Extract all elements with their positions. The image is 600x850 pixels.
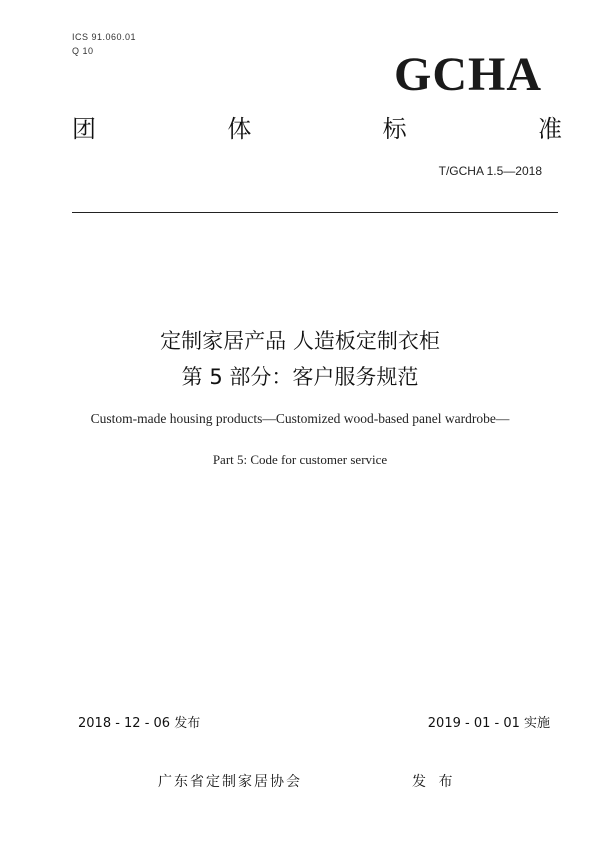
issue-label: 发 布 <box>412 774 457 790</box>
gcha-logo: GCHA <box>394 48 542 101</box>
standard-type-char: 准 <box>537 115 562 143</box>
ccs-code: Q 10 <box>72 46 94 56</box>
publish-date: 2018 - 12 - 06 发布 <box>78 716 201 731</box>
title-en-line2: Part 5: Code for customer service <box>212 452 388 467</box>
issuer-name: 广东省定制家居协会 <box>158 774 302 790</box>
title-zh-line1: 定制家居产品 人造板定制衣柜 <box>160 329 440 353</box>
ics-code: ICS 91.060.01 <box>72 32 137 42</box>
title-zh-line2: 第 5 部分：客户服务规范 <box>181 365 419 389</box>
standard-type-char: 标 <box>382 115 407 143</box>
standard-type-char: 体 <box>227 115 252 143</box>
standard-number: T/GCHA 1.5—2018 <box>438 164 542 178</box>
implement-date: 2019 - 01 - 01 实施 <box>427 716 550 731</box>
standard-type-char: 团 <box>72 115 96 143</box>
title-en-line1: Custom-made housing products—Customized wood-based panel wardrobe— <box>90 411 510 426</box>
header-divider <box>72 212 558 213</box>
standard-type-heading <box>72 114 562 144</box>
